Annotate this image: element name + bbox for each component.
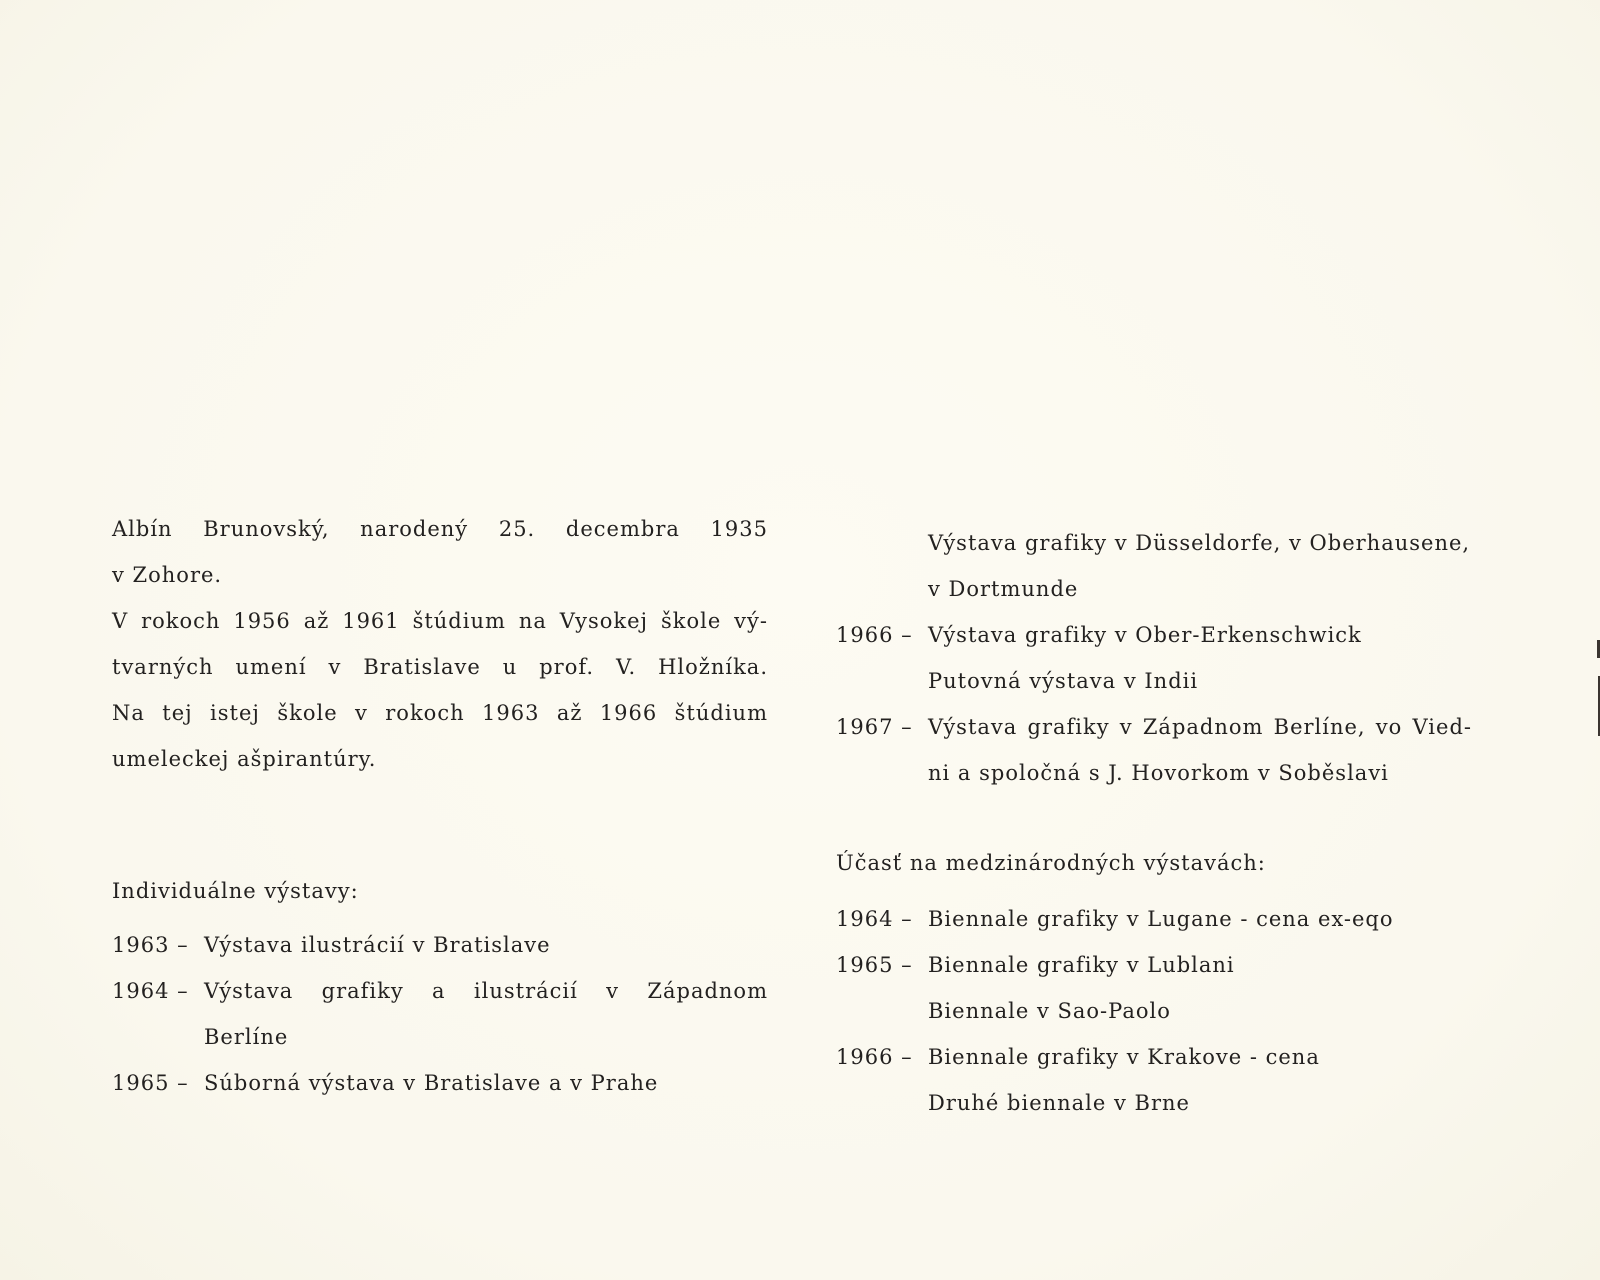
- exhibition-year: 1963 –: [112, 933, 189, 957]
- exhibition-text: Putovná výstava v Indii: [928, 669, 1199, 693]
- biography-line: v Zohore.: [112, 563, 223, 587]
- individual-exhibitions-heading: Individuálne výstavy:: [112, 879, 359, 903]
- international-exhibitions-heading: Účasť na medzinárodných výstavách:: [836, 851, 1266, 875]
- exhibition-year: 1964 –: [836, 907, 913, 931]
- exhibition-text: Druhé biennale v Brne: [928, 1091, 1190, 1115]
- exhibition-year: 1966 –: [836, 623, 913, 647]
- exhibition-text: Berlíne: [204, 1025, 289, 1049]
- exhibition-year: 1966 –: [836, 1045, 913, 1069]
- biography-line: Albín Brunovský, narodený 25. decembra 1935: [112, 517, 768, 541]
- exhibition-year: 1967 –: [836, 715, 913, 739]
- exhibition-text: Súborná výstava v Bratislave a v Prahe: [204, 1071, 659, 1095]
- exhibition-text: Výstava ilustrácií v Bratislave: [204, 933, 551, 957]
- left-column: [112, 514, 772, 1114]
- exhibition-text: Biennale grafiky v Lublani: [928, 953, 1235, 977]
- right-column: [836, 528, 1476, 1118]
- biography-line: umeleckej ašpirantúry.: [112, 747, 377, 771]
- exhibition-text: ni a spoločná s J. Hovorkom v Soběslavi: [928, 761, 1389, 785]
- exhibition-text: Výstava grafiky v Ober-Erkenschwick: [928, 623, 1362, 647]
- exhibition-year: 1964 –: [112, 979, 189, 1003]
- exhibition-text: Biennale grafiky v Lugane - cena ex-eqo: [928, 907, 1394, 931]
- exhibition-year: 1965 –: [836, 953, 913, 977]
- exhibition-text: Výstava grafiky a ilustrácií v Západnom: [204, 979, 768, 1003]
- exhibition-text: Výstava grafiky v Západnom Berlíne, vo Vied-: [928, 715, 1472, 739]
- exhibition-text: Biennale grafiky v Krakove - cena: [928, 1045, 1320, 1069]
- exhibition-year: 1965 –: [112, 1071, 189, 1095]
- biography-line: Na tej istej škole v rokoch 1963 až 1966 štúdium: [112, 701, 768, 725]
- biography-line: tvarných umení v Bratislave u prof. V. Hložníka.: [112, 655, 768, 679]
- exhibition-text: Výstava grafiky v Düsseldorfe, v Oberhausene,: [928, 531, 1471, 555]
- biography-line: V rokoch 1956 až 1961 štúdium na Vysokej škole vý-: [112, 609, 768, 633]
- exhibition-text: v Dortmunde: [928, 577, 1079, 601]
- exhibition-text: Biennale v Sao-Paolo: [928, 999, 1171, 1023]
